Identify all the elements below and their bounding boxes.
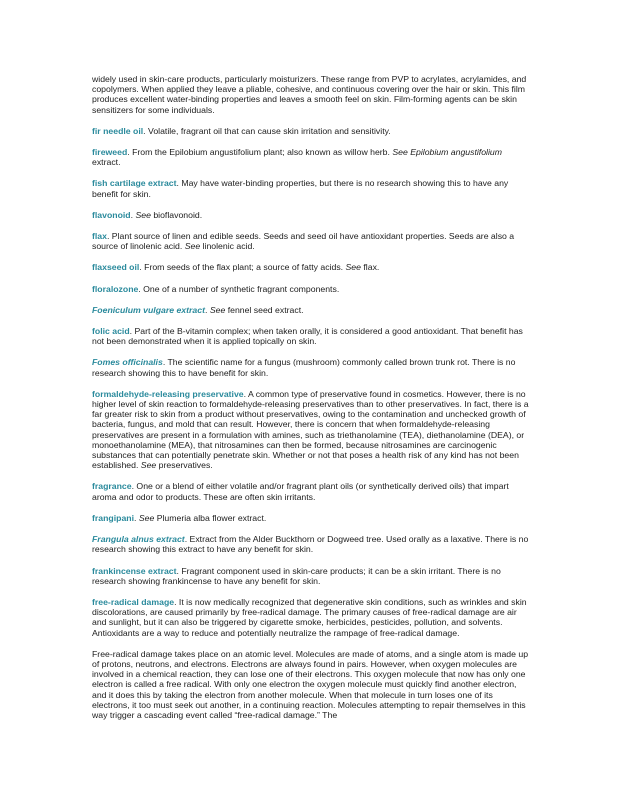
entry-term: frangipani — [92, 512, 134, 523]
glossary-entry — [92, 305, 530, 315]
cross-reference: See — [138, 512, 155, 523]
entry-definition: . Fragrant component used in skin-care products; it can be a skin irritant. There is no research showing frankincense to have any benefit for skin. — [92, 565, 501, 586]
entry-definition: . From seeds of the flax plant; a source of fatty acids. — [139, 262, 346, 273]
entry-definition: . One of a number of synthetic fragrant components. — [138, 283, 340, 294]
glossary-entry — [92, 126, 530, 136]
cross-reference: See — [345, 262, 361, 273]
entry-definition: . A common type of preservative found in cosmetics. However, there is no higher level of skin reaction to formaldehyde-releasing preservatives than to other preservatives. In fact, there is a far greater risk to skin from a product without preservatives, owing to the contamination and unchecked growth of bacteria, fungus, and mold that can result. However, there is concern that when formaldehyde-releasing preservatives are present in a formulation with amines, such as triethanolamine (TEA), diethanolamine (DEA), or monoethanolamine (MEA), that nitrosamines can then be formed, because nitrosamines are carcinogenic substances that can potentially penetrate skin. Whether or not that poses a health risk of any kind has not been established. — [92, 388, 529, 471]
glossary-entry — [92, 481, 530, 501]
entry-term: Frangula alnus extract — [92, 534, 185, 545]
entry-term: fish cartilage extract — [92, 178, 177, 189]
entry-definition: . The scientific name for a fungus (mushroom) commonly called brown trunk rot. There is no research showing this to have benefit for skin. — [92, 357, 516, 378]
entry-definition: Free-radical damage takes place on an atomic level. Molecules are made of atoms, and a single atom is made up of protons, neutrons, and electrons. Electrons are always found in pairs. However, when oxygen molecules are involved in a chemical reaction, they can lose one of their electrons. This oxygen molecule that now has only one electron is called a free radical. With only one electron the oxygen molecule must quickly find another electron, and it does this by taking the electron from another molecule. When that molecule in turn loses one of its electrons, it too must seek out another, in a continuing reaction. Molecules attempting to repair themselves in this way trigger a cascading event called “free-radical damage.” The — [92, 648, 529, 720]
intro-text: widely used in skin-care products, particularly moisturizers. These range from PVP to acrylates, acrylamides, and copolymers. When applied they leave a pliable, cohesive, and continuous covering over the hair or skin. This film produces excellent water-binding properties and leaves a smooth feel on skin. Film-forming agents can be skin sensitizers for some individuals. — [92, 74, 527, 115]
entry-term: folic acid — [92, 326, 130, 337]
cross-reference: See — [209, 304, 226, 315]
entry-definition: . Extract from the Alder Buckthorn or Dogweed tree. Used orally as a laxative. There is no research showing this extract to have any benefit for skin. — [92, 534, 529, 555]
glossary-entry — [92, 597, 530, 638]
glossary-entry — [92, 231, 530, 251]
entry-definition: flax. — [360, 262, 380, 273]
cross-reference: See — [184, 241, 201, 252]
entry-term: fireweed — [92, 147, 128, 158]
entry-definition: linolenic acid. — [200, 241, 255, 252]
intro-paragraph — [92, 74, 530, 115]
entry-definition: preservatives. — [156, 460, 213, 471]
entry-definition: . Part of the B-vitamin complex; when taken orally, it is considered a good antioxidant. That benefit has not been demonstrated when it is applied topically on skin. — [92, 326, 523, 347]
glossary-entry — [92, 284, 530, 294]
glossary-entry — [92, 389, 530, 471]
entry-definition: . — [130, 209, 136, 220]
entry-definition: . May have water-binding properties, but there is no research showing this to have any benefit for skin. — [92, 178, 509, 199]
glossary-entry — [92, 210, 530, 220]
entry-definition: fennel seed extract. — [225, 304, 304, 315]
cross-reference: See — [140, 460, 157, 471]
entry-definition: . — [134, 512, 139, 523]
entry-term: formaldehyde-releasing preservative — [92, 388, 244, 399]
glossary-entry — [92, 147, 530, 167]
glossary-entry — [92, 513, 530, 523]
entry-definition: . Plant source of linen and edible seeds. Seeds and seed oil have antioxidant properties. Seeds are also a source of linolenic acid. — [92, 231, 515, 252]
entry-definition: . Volatile, fragrant oil that can cause skin irritation and sensitivity. — [143, 125, 391, 136]
glossary-paragraph — [92, 649, 530, 720]
entry-term: flavonoid — [92, 209, 131, 220]
entry-definition: Plumeria alba flower extract. — [154, 512, 267, 523]
entry-term: Foeniculum vulgare extract — [92, 304, 205, 315]
entry-term: frankincense extract — [92, 565, 177, 576]
entry-term: flaxseed oil — [92, 262, 140, 273]
glossary-entry — [92, 534, 530, 554]
entry-definition: . One or a blend of either volatile and/or fragrant plant oils (or synthetically derived oils) that impart aroma and odor to products. These are often skin irritants. — [92, 481, 509, 502]
entry-term: fir needle oil — [92, 125, 144, 136]
entry-term: floralozone — [92, 283, 139, 294]
glossary-text — [92, 74, 530, 720]
cross-reference: See Epilobium angustifolium — [392, 147, 502, 158]
entry-definition: bioflavonoid. — [150, 209, 203, 220]
glossary-entry — [92, 326, 530, 346]
glossary-entry — [92, 566, 530, 586]
entry-term: fragrance — [92, 481, 132, 492]
entry-definition: . — [204, 304, 210, 315]
entry-term: flax — [92, 231, 107, 242]
glossary-entry — [92, 178, 530, 198]
entry-term: Fomes officinalis — [92, 357, 163, 368]
glossary-entry — [92, 262, 530, 272]
cross-reference: See — [135, 209, 151, 220]
entry-definition: extract. — [92, 157, 121, 168]
entry-definition: . From the Epilobium angustifolium plant; also known as willow herb. — [127, 147, 393, 158]
glossary-entry — [92, 357, 530, 377]
entry-definition: . It is now medically recognized that degenerative skin conditions, such as wrinkles and skin discolorations, are caused primarily by free-radical damage. The primary causes of free-radical damage are air and sunlight, but it can also be triggered by cigarette smoke, herbicides, pesticides, pollution, and solvents. Antioxidants are a way to reduce and potentially neutralize the rampage of free-radical damage. — [92, 596, 527, 638]
entry-term: free-radical damage — [92, 596, 175, 607]
